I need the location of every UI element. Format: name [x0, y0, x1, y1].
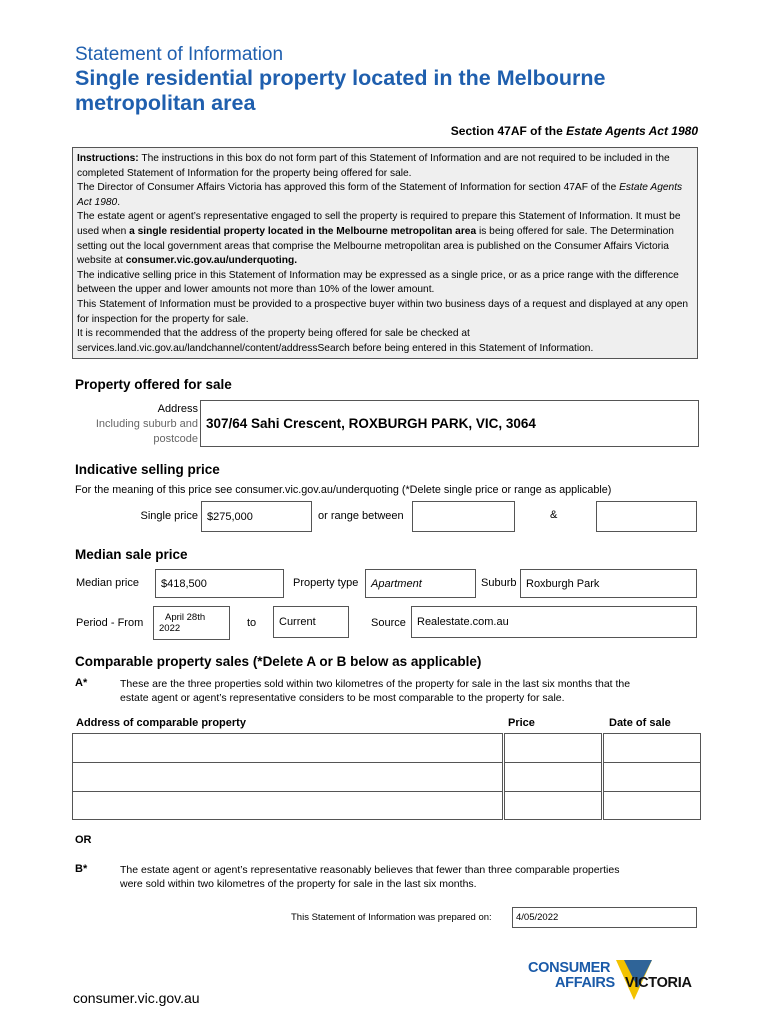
instructions-label: Instructions: — [77, 153, 139, 164]
option-b-label: B* — [75, 863, 88, 875]
period-from-line-1: April 28th — [165, 612, 206, 623]
instructions-p3-b: is being offered for sale. The Determination setting out the local government areas that comprise the Melbourne metropolitan area is published on the Consumer Affairs Victoria website at — [77, 225, 674, 267]
instructions-p2-end: . — [117, 196, 121, 208]
col-price-header: Price — [508, 717, 535, 729]
median-price-field[interactable]: $418,500 — [155, 569, 284, 598]
period-from-label: Period - From — [76, 617, 144, 629]
address-sublabel-2: postcode — [153, 433, 198, 445]
instructions-p1-text: The instructions in this box do not form part of this Statement of Information and are not required to be included in the completed Statement of Information for the property being offered for sale. — [77, 153, 670, 179]
period-from-field[interactable] — [153, 606, 230, 640]
logo-line-3: VICTORIA — [625, 975, 692, 991]
suburb-label: Suburb — [481, 577, 517, 589]
single-price-label: Single price — [140, 510, 198, 522]
page-title — [75, 66, 715, 116]
instructions-p3-a: The estate agent or agent’s representative engaged to sell the property is required to prepare this Statement of Information. It must be used when — [77, 211, 681, 237]
option-a-line-2: estate agent or agent’s representative considers to be most comparable to the property for sale. — [120, 692, 565, 704]
median-heading: Median sale price — [75, 547, 188, 562]
col-address-header: Address of comparable property — [76, 717, 246, 729]
address-label-group — [80, 402, 198, 447]
option-a-line-1: These are the three properties sold within two kilometres of the property for sale in the last six months that the — [120, 678, 631, 690]
comparable-date-2[interactable] — [603, 762, 701, 792]
period-to-label: to — [247, 617, 257, 629]
comparable-heading: Comparable property sales (*Delete A or B below as applicable) — [75, 654, 482, 669]
range-low-field[interactable] — [412, 501, 515, 532]
instructions-p3-bold: a single residential property located in the Melbourne metropolitan area — [129, 225, 477, 237]
comparable-price-3[interactable] — [504, 791, 602, 820]
range-label: or range between — [318, 510, 404, 522]
period-from-line-2: 2022 — [159, 623, 181, 634]
option-b-text — [120, 863, 619, 891]
title-line-2: metropolitan area — [75, 91, 256, 115]
section-prefix: Section 47AF of the — [450, 124, 563, 138]
comparable-date-1[interactable] — [603, 733, 701, 763]
logo-line-2: AFFAIRS — [555, 975, 615, 991]
prepared-date-field[interactable]: 4/05/2022 — [512, 907, 697, 928]
period-to-field[interactable]: Current — [273, 606, 349, 638]
single-price-field[interactable]: $275,000 — [201, 501, 312, 532]
comparable-address-2[interactable] — [72, 762, 503, 792]
document-type: Statement of Information — [75, 44, 284, 65]
instructions-p2-text: The Director of Consumer Affairs Victoria has approved this form of the Statement of Information for section 47AF of the — [77, 182, 620, 194]
option-b-line-2: were sold within two kilometres of the property for sale in the last six months. — [120, 878, 477, 890]
instructions-p2-act: Estate Agents Act 1980 — [77, 182, 683, 208]
option-a-text — [120, 677, 630, 705]
comparable-price-2[interactable] — [504, 762, 602, 792]
range-ampersand: & — [550, 509, 558, 521]
option-a-label: A* — [75, 677, 88, 689]
source-label: Source — [371, 617, 406, 629]
instructions-p4: The indicative selling price in this Statement of Information may be expressed as a single price, or as a price range with the difference between the upper and lower amounts not more than 10% of the lower amount. — [77, 269, 679, 296]
property-type-label: Property type — [293, 577, 359, 589]
comparable-date-3[interactable] — [603, 791, 701, 820]
logo-line-1: CONSUMER — [528, 960, 611, 976]
address-sublabel-1: Including suburb and — [95, 418, 198, 430]
consumer-affairs-victoria-logo — [528, 958, 703, 1008]
footer-url[interactable]: consumer.vic.gov.au — [73, 990, 200, 1006]
address-field[interactable]: 307/64 Sahi Crescent, ROXBURGH PARK, VIC, 3064 — [200, 400, 699, 447]
title-line-1: Single residential property located in the Melbourne — [75, 66, 606, 90]
option-b-line-1: The estate agent or agent’s representative reasonably believes that fewer than three comparable properties — [120, 864, 620, 876]
range-high-field[interactable] — [596, 501, 697, 532]
instructions-box — [72, 147, 698, 359]
section-act: Estate Agents Act 1980 — [566, 124, 698, 138]
instructions-p3 — [77, 210, 693, 268]
indicative-note: For the meaning of this price see consumer.vic.gov.au/underquoting (*Delete single price or range as applicable) — [75, 484, 612, 496]
instructions-p6: It is recommended that the address of the property being offered for sale be checked at services.land.vic.gov.au/landchannel/content/addressSearch before being entered in this Statement of Information. — [77, 328, 594, 354]
or-label: OR — [75, 834, 92, 846]
suburb-field[interactable]: Roxburgh Park — [520, 569, 697, 598]
underquoting-link[interactable]: consumer.vic.gov.au/underquoting. — [125, 255, 298, 267]
comparable-address-1[interactable] — [72, 733, 503, 763]
instructions-p5: This Statement of Information must be provided to a prospective buyer within two business days of a request and displayed at any open for inspection for the property for sale. — [77, 298, 689, 325]
property-type-field[interactable]: Apartment — [365, 569, 476, 598]
comparable-address-3[interactable] — [72, 791, 503, 820]
source-field[interactable]: Realestate.com.au — [411, 606, 697, 638]
indicative-heading: Indicative selling price — [75, 462, 220, 477]
col-date-header: Date of sale — [609, 717, 671, 729]
median-price-label: Median price — [76, 577, 139, 589]
instructions-p1 — [77, 152, 693, 181]
section-reference — [451, 124, 698, 138]
property-heading: Property offered for sale — [75, 377, 232, 392]
comparable-price-1[interactable] — [504, 733, 602, 763]
address-label: Address — [157, 403, 198, 415]
instructions-p2 — [77, 181, 693, 210]
comparable-table — [72, 733, 701, 820]
prepared-label: This Statement of Information was prepared on: — [291, 912, 492, 923]
